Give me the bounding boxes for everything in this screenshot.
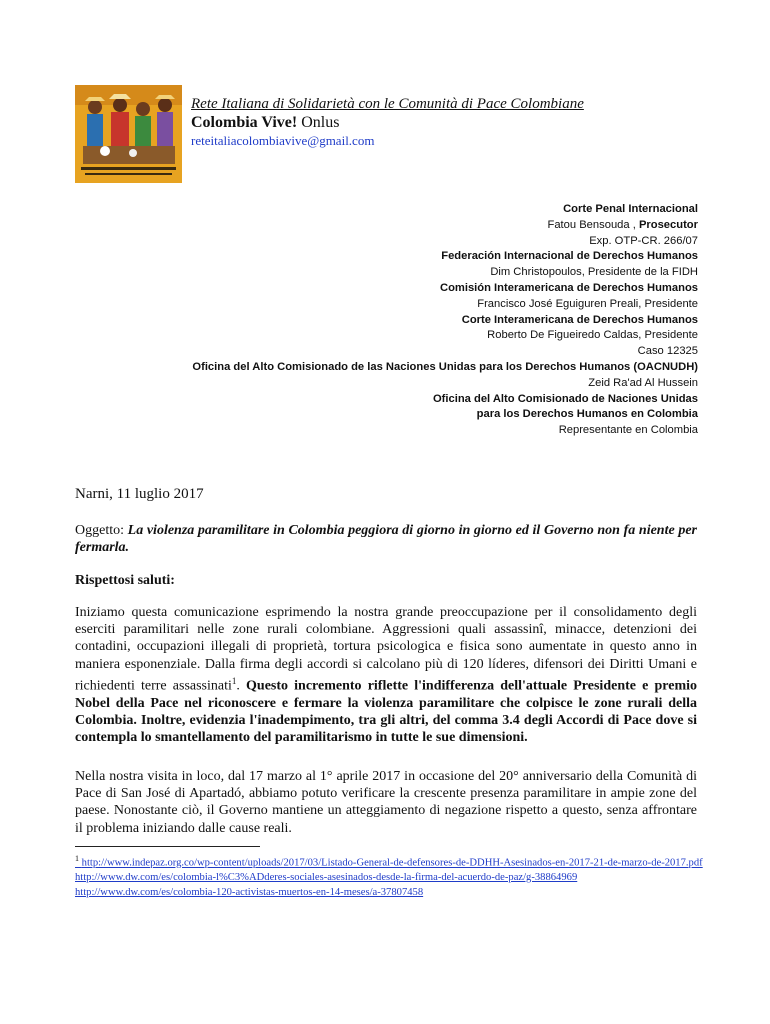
recipient-line: para los Derechos Humanos en Colombia [476,408,698,421]
paragraph-1-text: Iniziamo questa comunicazione esprimendo la nostra grande preoccupazione per il consolidamento degli eserciti paramilitari nelle zone rurali colombiane. Aggressioni quali assassinî, minacce, detenzioni dei contadini, occupazioni illegali di proprietà, tortura psicologica e fisica sono aumentate in questo anno in maniera esponenziale. Dalla firma degli accordi si calcolano più di 120 líderes, difensori dei Diritti Umani e richiedenti terre assassinati [75,605,697,694]
organization-logo [75,85,182,183]
recipient-role: Prosecutor [638,218,698,231]
subject-text: La violenza paramilitare in Colombia peggiora di giorno in giorno ed il Governo non fa niente per fermarla. [75,523,697,556]
organization-email[interactable]: reteitaliacolombiavive@gmail.com [191,133,375,148]
recipient-line: Dim Christopoulos, Presidente de la FIDH [490,266,698,279]
footnote-link[interactable]: http://www.dw.com/es/colombia-120-activistas-muertos-en-14-meses/a-37807458 [75,886,424,898]
recipient-line: Corte Interamericana de Derechos Humanos [461,313,698,326]
footnote-ref[interactable]: 1 [231,675,237,686]
letter-subject [75,522,697,556]
paragraph-1-dot: . [236,678,247,694]
recipient-line: Representante en Colombia [558,424,698,437]
footnote-link[interactable] [75,852,705,871]
organization-name: Rete Italiana di Solidarietà con le Comunità di Pace Colombiane [191,96,584,112]
recipient-line: Exp. OTP-CR. 266/07 [589,234,698,247]
footnote-link-text: http://www.indepaz.org.co/wp-content/uploads/2017/03/Listado-General-de-defensores-de-DDHH-Asesinados-en-2017-21-de-marzo-de-2017.pdf [81,857,703,869]
footnote-link[interactable]: http://www.dw.com/es/colombia-l%C3%ADderes-sociales-asesinados-desde-la-firma-del-acuerdo-de-paz/g-38864969 [75,872,578,884]
footnote-number: 1 [75,854,79,863]
recipient-line: Oficina del Alto Comisionado de Naciones Unidas [432,392,698,405]
organization-subtitle-rest: Onlus [297,114,340,131]
organization-subtitle [191,113,584,132]
recipient-line: Oficina del Alto Comisionado de las Naciones Unidas para los Derechos Humanos (OACNUDH) [192,360,698,373]
recipient-line: Roberto De Figueiredo Caldas, Presidente [487,329,698,342]
footnote-divider [75,846,260,847]
recipient-line: Francisco José Eguiguren Preali, Presidente [477,297,698,310]
recipient-line: Zeid Ra'ad Al Hussein [588,376,698,389]
recipient-line: Corte Penal Internacional [563,203,698,215]
paragraph-2: Nella nostra visita in loco, dal 17 marzo al 1° aprile 2017 in occasione del 20° anniversario della Comunità di Pace di San José di Apartadó, abbiamo potuto verificare la crescente presenza paramilitare in ampie zone del paese. Nonostante ciò, il Governo mantiene un atteggiamento di negazione rispetto a questo, senza affrontare il problema iniziando dalle cause reali. [75,769,697,836]
recipient-line: Comisión Interamericana de Derechos Humanos [439,281,698,294]
recipients-block [192,202,698,439]
recipient-name: Fatou Bensouda , [547,218,639,231]
recipient-line: Federación Internacional de Derechos Humanos [441,250,698,263]
organization-subtitle-bold: Colombia Vive! [191,114,298,131]
organization-header [191,95,584,149]
letter-date: Narni, 11 luglio 2017 [75,486,204,502]
letter-greeting: Rispettosi saluti: [75,573,175,588]
paragraph-1-bold: Questo incremento riflette l'indifferenza dell'attuale Presidente e premio Nobel della Pace nel riconoscere e fermare la violenza paramilitare che colpisce le zone rurali della Colombia. Inoltre, evidenzia l'inadempimento, tra gli altri, del comma 3.4 degli Accordi di Pace dove si contempla lo smantellamento del paramilitarismo in tutte le sue dimensioni. [75,678,697,746]
paragraph-1 [75,604,697,746]
recipient-line [192,218,698,234]
subject-label: Oggetto: [75,523,128,538]
footnotes [75,852,705,900]
recipient-line: Caso 12325 [637,345,698,358]
